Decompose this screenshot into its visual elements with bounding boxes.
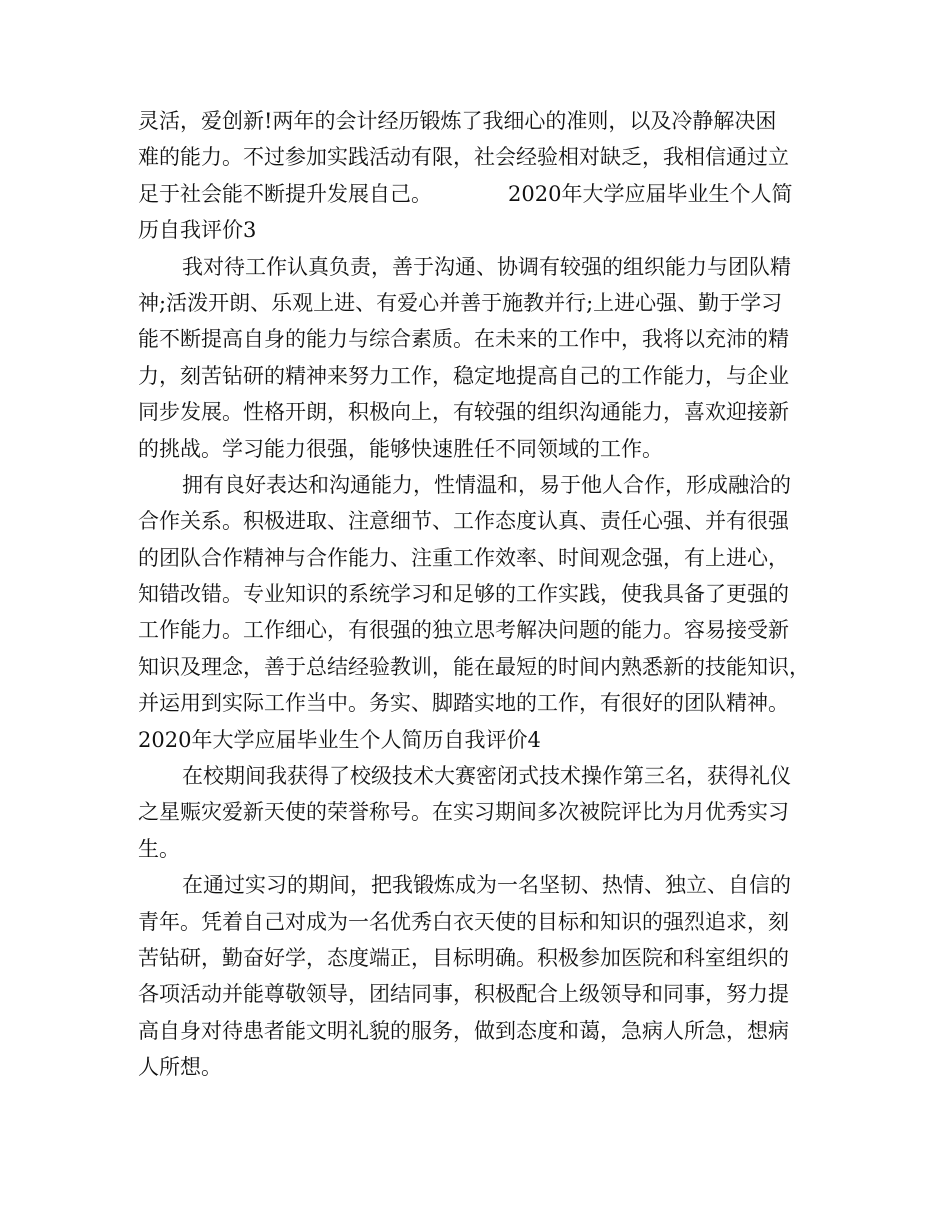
text-line: 各项活动并能尊敬领导，团结同事，积极配合上级领导和同事，努力提 [138,982,789,1007]
text-line: 苦钻研，勤奋好学，态度端正，目标明确。积极参加医院和科室组织的 [138,945,789,970]
text-line: 的挑战。学习能力很强，能够快速胜任不同领域的工作。 [138,436,663,461]
section-heading-3-continued: 历自我评价3 [138,218,257,243]
text-line: 知识及理念，善于总结经验教训，能在最短的时间内熟悉新的技能知识， [138,654,810,679]
section-heading-3: 2020年大学应届毕业生个人简 [508,181,793,206]
text-line: 能不断提高自身的能力与综合素质。在未来的工作中，我将以充沛的精 [138,327,789,352]
text-line: 合作关系。积极进取、注意细节、工作态度认真、责任心强、并有很强 [138,509,789,534]
document-body [138,103,828,1086]
text-line [138,176,828,212]
paragraph-4-1 [138,758,828,867]
text-line: 在通过实习的期间，把我锻炼成为一名坚韧、热情、独立、自信的 [182,873,791,898]
text-line: 生。 [138,836,180,861]
text-line: 神;活泼开朗、乐观上进、有爱心并善于施教并行;上进心强、勤于学习 [138,290,783,315]
paragraph-intro [138,103,828,249]
text-line: 同步发展。性格开朗，积极向上，有较强的组织沟通能力，喜欢迎接新 [138,400,789,425]
paragraph-4-2 [138,867,828,1085]
text-line: 我对待工作认真负责，善于沟通、协调有较强的组织能力与团队精 [182,254,791,279]
text-line: 灵活，爱创新!两年的会计经历锻炼了我细心的准则，以及冷静解决困 [138,109,777,133]
text-line: 拥有良好表达和沟通能力，性情温和，易于他人合作，形成融洽的 [182,472,791,497]
text-line: 的团队合作精神与合作能力、注重工作效率、时间观念强，有上进心， [138,545,789,570]
text-line: 之星赈灾爱新天使的荣誉称号。在实习期间多次被院评比为月优秀实习 [138,800,789,825]
text-line: 难的能力。不过参加实践活动有限，社会经验相对缺乏，我相信通过立 [138,145,789,170]
text-line: 人所想。 [138,1055,222,1080]
text-line: 知错改错。专业知识的系统学习和足够的工作实践，使我具备了更强的 [138,582,789,607]
text-line: 高自身对待患者能文明礼貌的服务，做到态度和蔼，急病人所急，想病 [138,1018,789,1043]
text-line: 青年。凭着自己对成为一名优秀白衣天使的目标和知识的强烈追求，刻 [138,909,789,934]
text-line: 并运用到实际工作当中。务实、脚踏实地的工作，有很好的团队精神。 [138,691,789,716]
text-line: 工作能力。工作细心，有很强的独立思考解决问题的能力。容易接受新 [138,618,789,643]
section-heading-4: 2020年大学应届毕业生个人简历自我评价4 [138,727,541,752]
paragraph-3-2 [138,467,828,722]
text-line: 力，刻苦钻研的精神来努力工作，稳定地提高自己的工作能力，与企业 [138,363,789,388]
paragraph-end-text: 足于社会能不断提升发展自己。 [138,181,432,206]
paragraph-3-1 [138,249,828,467]
text-line: 在校期间我获得了校级技术大赛密闭式技术操作第三名，获得礼仪 [182,764,791,789]
